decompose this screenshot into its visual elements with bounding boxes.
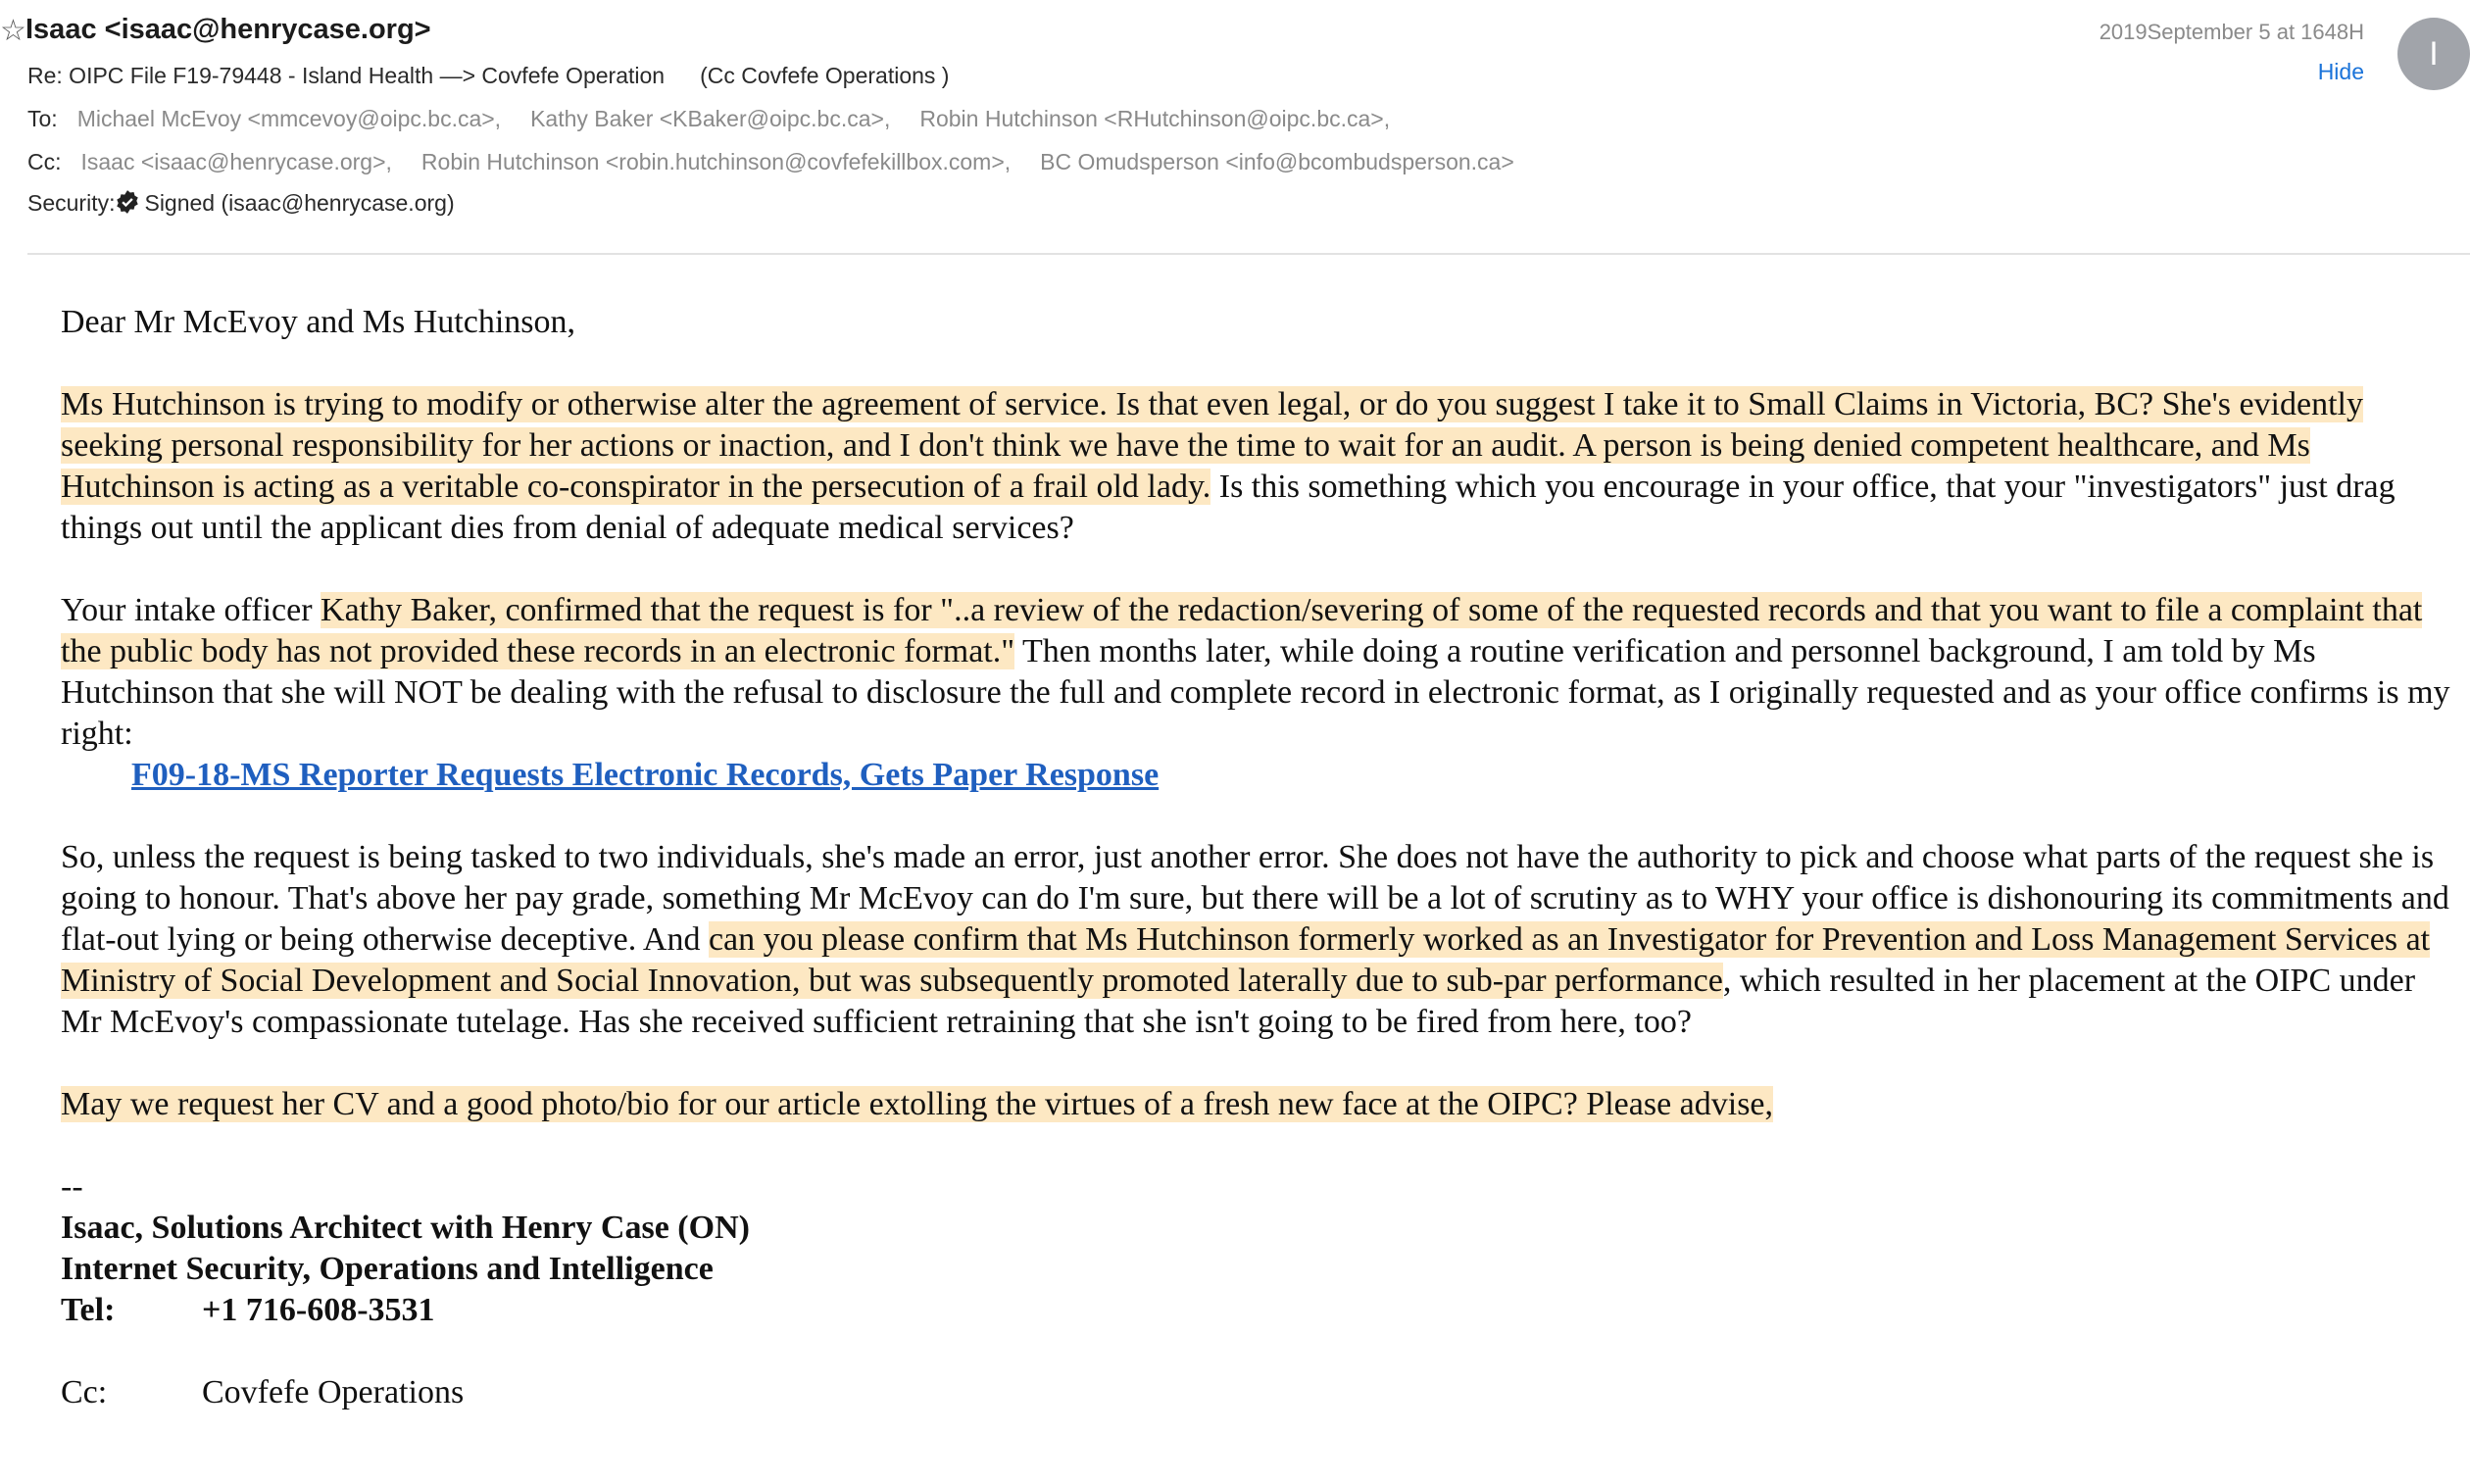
subject-line — [27, 63, 949, 89]
security-value: Signed (isaac@henrycase.org) — [144, 190, 455, 216]
greeting: Dear Mr McEvoy and Ms Hutchinson, — [61, 304, 576, 340]
sig-cc-value: Covfefe Operations — [202, 1374, 465, 1410]
signature-department: Internet Security, Operations and Intelligence — [61, 1251, 714, 1287]
message-date: 2019September 5 at 1648H — [2099, 20, 2364, 44]
header-divider — [27, 253, 2470, 255]
cc-label: Cc: — [27, 149, 62, 174]
paragraph-2 — [61, 590, 2452, 755]
signature-phone — [61, 1290, 2452, 1331]
sig-cc-label: Cc: — [61, 1374, 108, 1410]
to-label: To: — [27, 106, 58, 131]
paragraph-1 — [61, 384, 2452, 549]
subject-text: Re: OIPC File F19-79448 - Island Health —> Covfefe Operation — [27, 63, 666, 88]
signature-separator: -- — [61, 1168, 83, 1205]
phone-number[interactable]: +1 716-608-3531 — [202, 1292, 435, 1328]
signature-name: Isaac, Solutions Architect with Henry Case (ON) — [61, 1210, 750, 1246]
security-label: Security: — [27, 190, 116, 216]
recipient-cc[interactable]: BC Omudsperson <info@bcombudsperson.ca> — [1040, 149, 1514, 174]
paragraph-3 — [61, 837, 2452, 1043]
recipient-to[interactable]: Kathy Baker <KBaker@oipc.bc.ca>, — [530, 106, 891, 131]
message-header — [0, 0, 2470, 257]
reference-link[interactable]: F09-18-MS Reporter Requests Electronic Records, Gets Paper Response — [131, 757, 1160, 793]
paragraph-4 — [61, 1084, 2452, 1125]
signature-cc — [61, 1372, 2452, 1413]
to-row — [27, 106, 1390, 132]
body-text: So, unless the request is being tasked to two individuals, she's made an error, just another error. She does not have the authority to pick and choose what parts of the request she is going to honour. That's above her pay grade, something Mr McEvoy can do I'm sure, but there will be a lot of scrutiny as to WHY your office is dishonouring its commitments and flat-out lying or being otherwise deceptive. And — [61, 839, 2449, 958]
recipient-cc[interactable]: Isaac <isaac@henrycase.org>, — [80, 149, 392, 174]
verified-badge-icon[interactable] — [115, 189, 140, 215]
avatar: I — [2397, 18, 2470, 90]
star-icon[interactable]: ☆ — [0, 15, 26, 47]
hide-details-link[interactable]: Hide — [2317, 59, 2364, 84]
recipient-to[interactable]: Robin Hutchinson <RHutchinson@oipc.bc.ca>, — [919, 106, 1391, 131]
highlighted-text: Kathy Baker, confirmed that the request is for "..a review of the redaction/severing of some of the requested records and that you want to file a complaint that the public body has not provided these records in an electronic format." — [61, 592, 2423, 669]
body-text: , which resulted in her placement at the OIPC under Mr McEvoy's compassionate tutelage. Has she received sufficient retraining that she isn't going to be fired from here, too? — [61, 963, 2416, 1040]
body-text: Then months later, while doing a routine verification and personnel background, I am told by Ms Hutchinson that she will NOT be dealing with the refusal to disclosure the full and complete record in electronic format, as I originally requested and as your office confirms is my right: — [61, 633, 2450, 752]
recipient-to[interactable]: Michael McEvoy <mmcevoy@oipc.bc.ca>, — [76, 106, 502, 131]
message-body — [61, 302, 2452, 1413]
phone-label: Tel: — [61, 1292, 116, 1328]
highlighted-text: Ms Hutchinson is trying to modify or otherwise alter the agreement of service. Is that even legal, or do you suggest I take it to Small Claims in Victoria, BC? She's evidently seeking personal responsibility for her actions or inaction, and I don't think we have the time to wait for an audit. A person is being denied competent healthcare, and Ms Hutchinson is acting as a veritable co-conspirator in the persecution of a frail old lady. — [61, 386, 2363, 505]
body-text: Is this something which you encourage in your office, that your "investigators" just drag things out until the applicant dies from denial of adequate medical services? — [61, 469, 2396, 546]
body-text: Your intake officer — [61, 592, 321, 628]
sender-name[interactable]: Isaac <isaac@henrycase.org> — [25, 14, 431, 45]
recipient-cc[interactable]: Robin Hutchinson <robin.hutchinson@covfefekillbox.com>, — [420, 149, 1012, 174]
cc-row — [27, 149, 1514, 175]
highlighted-text: can you please confirm that Ms Hutchinson formerly worked as an Investigator for Prevention and Loss Management Services at Ministry of Social Development and Social Innovation, but was subsequently promoted laterally due to sub-par performance — [61, 921, 2431, 999]
highlighted-text: May we request her CV and a good photo/bio for our article extolling the virtues of a fresh new face at the OIPC? Please advise, — [61, 1086, 1774, 1122]
subject-cc: (Cc Covfefe Operations ) — [700, 63, 950, 88]
security-row — [27, 189, 455, 217]
